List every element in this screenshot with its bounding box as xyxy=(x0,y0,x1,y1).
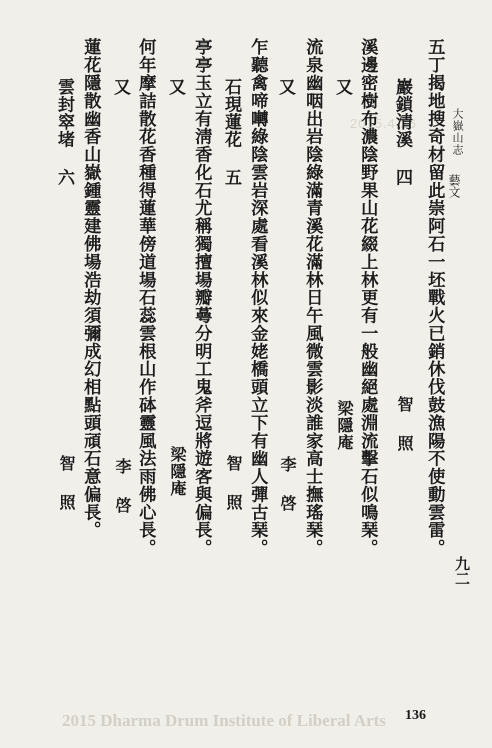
poem-line-7: 蓮花隱散幽香山嶽鍾靈建佛場浩劫須彌成幻相點頭頑石意偏長。 xyxy=(80,38,101,539)
poem-author: 李 啓 xyxy=(278,456,297,513)
poem-line-6: 何年摩詰散花香種得蓮華傍道場石蕊雲根山作砵靈風法雨佛心長。 xyxy=(135,38,156,557)
watermark-number: 2015.4.26 xyxy=(350,116,417,131)
poem-title-shixian-lianhua: 石現蓮花 五 xyxy=(221,78,241,186)
poem-author: 李 啓 xyxy=(113,458,132,515)
poem-author: 梁隱庵 xyxy=(335,400,354,451)
folio-page-number: 136 xyxy=(405,708,426,723)
poem-author: 梁隱庵 xyxy=(168,446,187,497)
running-header-section: 藝文 xyxy=(447,174,461,198)
folio-chinese-page-number: 九二 xyxy=(453,556,471,586)
poem-line-4: 乍聽禽啼囀綠陰雲岩深處看溪林似來金姥橋頭立下有幽人彈古琹。 xyxy=(247,38,268,557)
poem-title-yunfeng-sudu: 雲封窣堵 六 xyxy=(54,78,74,186)
poem-line-3: 流泉幽咽出岩陰綠滿青溪花滿林日午風微雲影淡誰家高士撫瑤琹。 xyxy=(302,38,323,557)
poem-title-you: 又 xyxy=(332,78,352,96)
poem-line-1: 五丁揭地搜奇材留此崇阿石一坯戰火已銷休伐鼓漁陽不使動雲雷。 xyxy=(424,38,445,557)
poem-title-yansuo-qingxi: 巖鎖清溪 四 xyxy=(392,78,412,186)
watermark-footer: 2015 Dharma Drum Institute of Liberal Arts xyxy=(62,711,386,730)
poem-author: 智 照 xyxy=(57,455,76,512)
running-header-book-title: 大嶽山志 xyxy=(451,108,464,156)
poem-title-you: 又 xyxy=(110,78,130,96)
poem-line-5: 亭亭玉立有淸香化石尤稱獨擅場瓣蕚分明工鬼斧逗將遊客與偏長。 xyxy=(191,38,212,557)
poem-line-2: 溪邊密樹布濃陰野果山花綴上林更有一般幽絕處淵流擊石似鳴琹。 xyxy=(357,38,378,557)
poem-author: 智 照 xyxy=(395,396,414,453)
poem-title-you: 又 xyxy=(275,78,295,96)
poem-author: 智 照 xyxy=(224,455,243,512)
poem-title-you: 又 xyxy=(165,78,185,96)
